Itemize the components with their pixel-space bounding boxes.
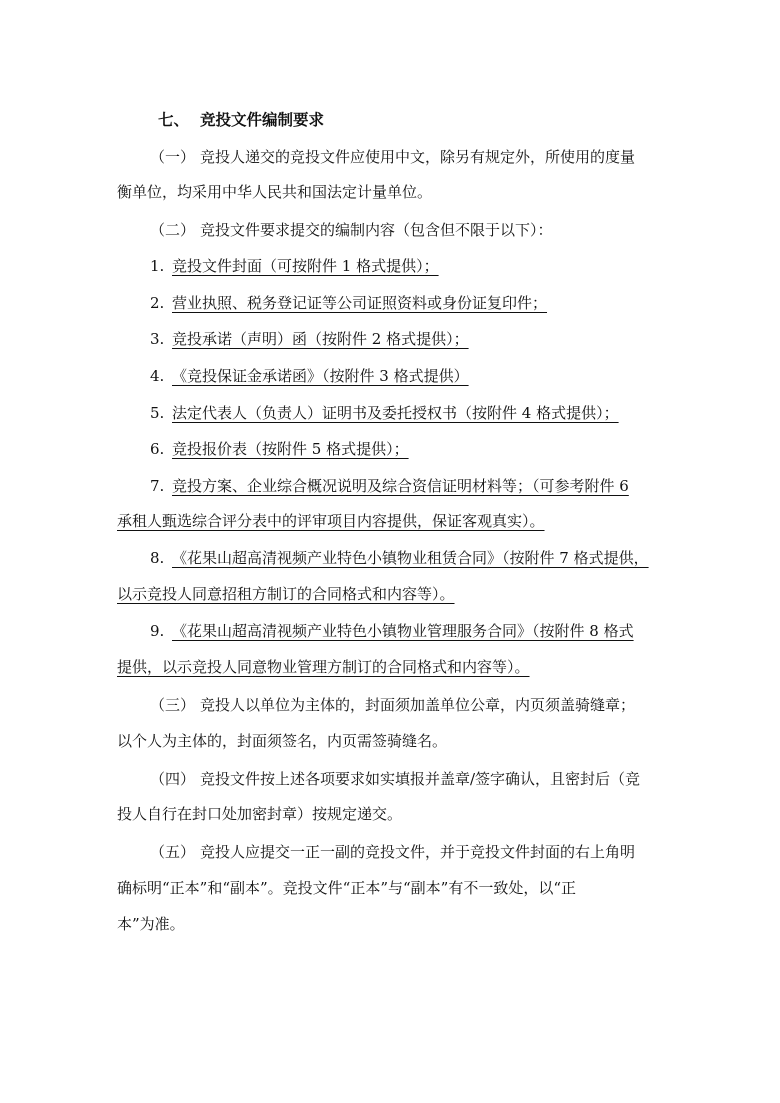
paragraph-label: （一） (150, 148, 196, 166)
list-item-text: 法定代表人（负责人）证明书及委托授权书（按附件 4 格式提供）； (172, 404, 619, 422)
list-item-text: 《竞投保证金承诺函》（按附件 3 格式提供） (172, 367, 469, 385)
list-item-5 (0, 401, 780, 425)
paragraph-label: （三） (150, 696, 196, 714)
paragraph-1-line-2 (0, 180, 780, 204)
paragraph-1-line-1 (0, 145, 780, 169)
paragraph-3-line-1 (0, 693, 780, 717)
paragraph-4-line-2 (0, 802, 780, 826)
list-item-number: 6. (150, 440, 165, 458)
paragraph-text: 竞投文件按上述各项要求如实填报并盖章/签字确认，且密封后（竞 (200, 770, 641, 788)
list-item-text: 《花果山超高清视频产业特色小镇物业管理服务合同》（按附件 8 格式 (172, 622, 634, 640)
list-item-number: 1. (150, 257, 165, 275)
list-item-text: 竞投承诺（声明）函（按附件 2 格式提供）； (172, 330, 469, 348)
list-item-text: 营业执照、税务登记证等公司证照资料或身份证复印件； (172, 294, 548, 312)
list-item-number: 3. (150, 330, 165, 348)
list-item-text: 竞投文件封面（可按附件 1 格式提供）； (172, 257, 439, 275)
list-item-2 (0, 291, 780, 315)
paragraph-text: 本”为准。 (117, 915, 185, 933)
paragraph-text: 竞投人以单位为主体的，封面须加盖单位公章，内页须盖骑缝章； (200, 696, 636, 714)
section-heading (0, 108, 780, 132)
list-item-number: 8. (150, 549, 165, 567)
list-item-6 (0, 437, 780, 461)
paragraph-5-line-1 (0, 840, 780, 864)
paragraph-label: （二） (150, 221, 196, 239)
list-item-number: 5. (150, 404, 165, 422)
list-item-3 (0, 327, 780, 351)
list-item-1 (0, 254, 780, 278)
paragraph-text: 竞投人递交的竞投文件应使用中文，除另有规定外，所使用的度量 (200, 148, 636, 166)
section-number: 七、 (158, 111, 190, 129)
paragraph-text: 竞投文件要求提交的编制内容（包含但不限于以下）： (200, 221, 553, 239)
list-item-8-line-1 (0, 546, 780, 570)
paragraph-text: 投人自行在封口处加密封章）按规定递交。 (117, 805, 403, 823)
list-item-number: 4. (150, 367, 165, 385)
paragraph-5-line-2 (0, 876, 780, 900)
paragraph-4-line-1 (0, 767, 780, 791)
list-item-number: 7. (150, 477, 165, 495)
list-item-text: 以示竞投人同意招租方制订的合同格式和内容等）。 (117, 585, 455, 603)
list-item-9-line-1 (0, 619, 780, 643)
list-item-text: 《花果山超高清视频产业特色小镇物业租赁合同》（按附件 7 格式提供， (172, 549, 649, 567)
paragraph-2-line-1 (0, 218, 780, 242)
paragraph-text: 竞投人应提交一正一副的竞投文件，并于竞投文件封面的右上角明 (200, 843, 636, 861)
paragraph-text: 确标明“正本”和“副本”。竞投文件“正本”与“副本”有不一致处，以“正 (117, 879, 577, 897)
paragraph-5-line-3 (0, 912, 780, 936)
paragraph-3-line-2 (0, 729, 780, 753)
paragraph-label: （四） (150, 770, 196, 788)
list-item-number: 2. (150, 294, 165, 312)
list-item-number: 9. (150, 622, 165, 640)
list-item-8-line-2 (0, 582, 780, 606)
paragraph-label: （五） (150, 843, 196, 861)
list-item-7-line-1 (0, 474, 780, 498)
list-item-4 (0, 364, 780, 388)
list-item-9-line-2 (0, 655, 780, 679)
list-item-text: 提供，以示竞投人同意物业管理方制订的合同格式和内容等）。 (117, 658, 530, 676)
list-item-7-line-2 (0, 509, 780, 533)
list-item-text: 竞投方案、企业综合概况说明及综合资信证明材料等；（可参考附件 6 (172, 477, 629, 495)
paragraph-text: 以个人为主体的，封面须签名，内页需签骑缝名。 (117, 732, 448, 750)
paragraph-text: 衡单位，均采用中华人民共和国法定计量单位。 (117, 183, 433, 201)
list-item-text: 竞投报价表（按附件 5 格式提供）； (172, 440, 409, 458)
section-title: 竞投文件编制要求 (200, 111, 325, 129)
list-item-text: 承租人甄选综合评分表中的评审项目内容提供，保证客观真实）。 (117, 512, 545, 530)
